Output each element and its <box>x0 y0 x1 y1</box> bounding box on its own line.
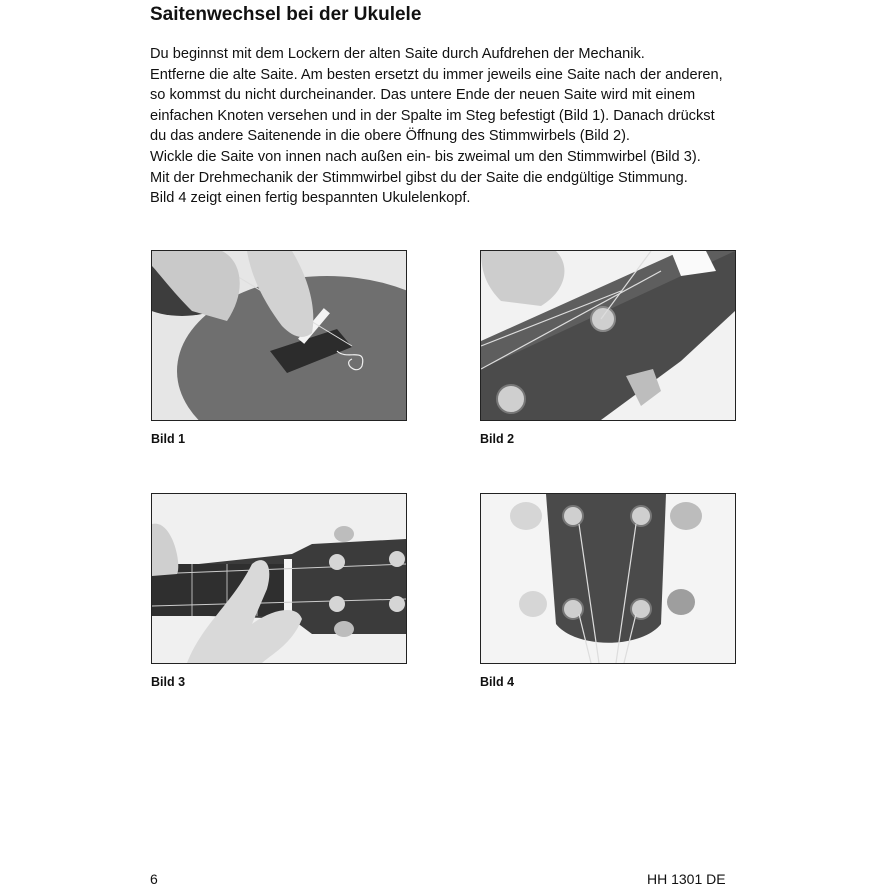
page-number: 6 <box>150 871 158 887</box>
figure-caption: Bild 4 <box>480 675 515 689</box>
tuning-peg-insert-photo <box>480 250 736 421</box>
publication-code: HH 1301 DE <box>647 871 726 887</box>
paragraph-line: Entferne die alte Saite. Am besten ersetzt du immer jeweils eine Saite nach der anderen, <box>150 66 723 83</box>
strung-headstock-photo <box>480 493 736 664</box>
paragraph-line: Du beginnst mit dem Lockern der alten Saite durch Aufdrehen der Mechanik. <box>150 46 645 62</box>
bridge-string-knot-photo <box>151 250 407 421</box>
figure-caption: Bild 1 <box>151 432 186 446</box>
paragraph-line: so kommst du nicht durcheinander. Das untere Ende der neuen Saite wird mit einem <box>150 87 696 104</box>
paragraph-line: einfachen Knoten versehen und in der Spalte im Steg befestigt (Bild 1). Danach drückst <box>150 107 715 124</box>
instruction-paragraph <box>150 44 750 209</box>
fretboard-headstock-photo <box>151 493 407 664</box>
paragraph-line: Mit der Drehmechanik der Stimmwirbel gibst du der Saite die endgültige Stimmung. <box>150 169 688 186</box>
figure-caption: Bild 2 <box>480 432 515 446</box>
figure-caption: Bild 3 <box>151 675 186 689</box>
paragraph-line: Bild 4 zeigt einen fertig bespannten Ukulelenkopf. <box>150 190 471 207</box>
page-title: Saitenwechsel bei der Ukulele <box>150 4 422 25</box>
paragraph-line: du das andere Saitenende in die obere Öffnung des Stimmwirbels (Bild 2). <box>150 128 630 145</box>
paragraph-line: Wickle die Saite von innen nach außen ein- bis zweimal um den Stimmwirbel (Bild 3). <box>150 148 701 165</box>
